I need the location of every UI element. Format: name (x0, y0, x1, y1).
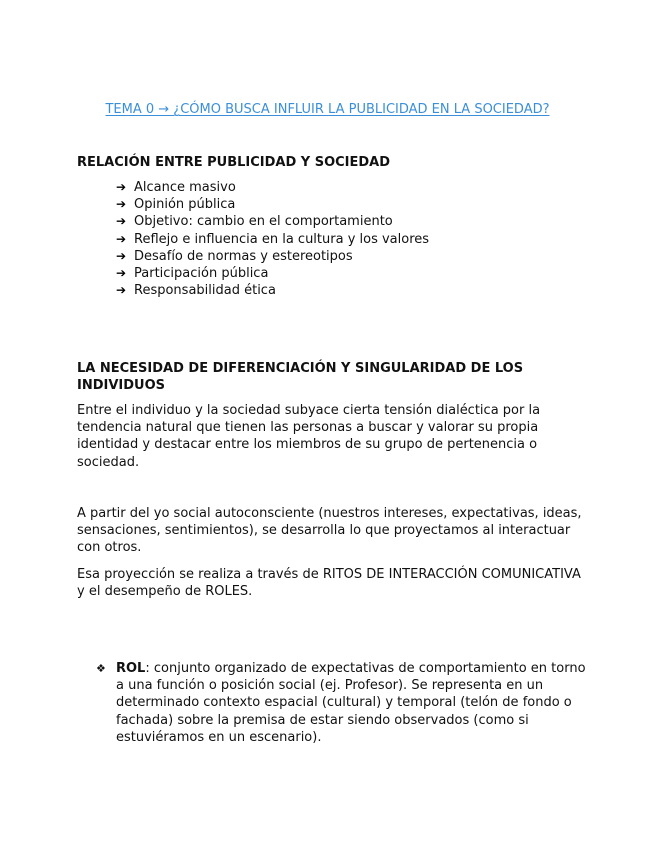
arrow-right-icon: ➔ (116, 214, 127, 229)
diamond-bullet-icon: ❖ (96, 662, 106, 675)
arrow-right-icon: ➔ (116, 248, 127, 263)
section-heading-diferenciacion: LA NECESIDAD DE DIFERENCIACIÓN Y SINGULARIDAD DE LOS INDIVIDUOS (77, 361, 524, 393)
arrow-right-icon: ➔ (116, 265, 127, 280)
list-item: ➔ Opinión pública (116, 197, 236, 213)
arrow-right-icon: ➔ (116, 231, 127, 246)
list-item: ➔ Desafío de normas y estereotipos (116, 248, 353, 264)
arrow-bullet-list (116, 179, 429, 299)
list-item: ➔ Alcance masivo (116, 180, 236, 195)
list-item: ➔ Participación pública (116, 265, 269, 281)
role-definition: : conjunto organizado de expectativas de comportamiento en torno a una función o posición social (ej. Profesor). Se representa en un determinado contexto espacial (cultural) y temporal (telón de fondo o fachada) sobre la premisa de estar siendo observados (como si estuviéramos en un escenario). (116, 661, 586, 745)
arrow-right-icon: ➔ (116, 180, 127, 194)
list-item: ➔ Responsabilidad ética (116, 283, 276, 299)
paragraph: Entre el individuo y la sociedad subyace cierta tensión dialéctica por la tendencia natural que tienen las personas a buscar y valorar su propia identidad y destacar entre los miembros de su grupo de pertenencia o sociedad. (77, 403, 541, 470)
document-title: TEMA 0 → ¿CÓMO BUSCA INFLUIR LA PUBLICIDAD EN LA SOCIEDAD? (105, 102, 550, 117)
role-term: ROL (116, 661, 146, 676)
arrow-right-icon: ➔ (116, 283, 127, 298)
list-item: ➔ Objetivo: cambio en el comportamiento (116, 214, 393, 230)
section-heading-relacion: RELACIÓN ENTRE PUBLICIDAD Y SOCIEDAD (77, 155, 391, 170)
paragraph: A partir del yo social autoconsciente (nuestros intereses, expectativas, ideas, sensaciones, sentimientos), se desarrolla lo que proyectamos al interactuar con otros. (77, 506, 582, 556)
list-item: ➔ Reflejo e influencia en la cultura y los valores (116, 231, 430, 247)
paragraph: Esa proyección se realiza a través de RITOS DE INTERACCIÓN COMUNICATIVA y el desempeño de ROLES. (77, 567, 581, 600)
arrow-right-icon: ➔ (116, 197, 127, 212)
role-definition-item (96, 660, 586, 746)
